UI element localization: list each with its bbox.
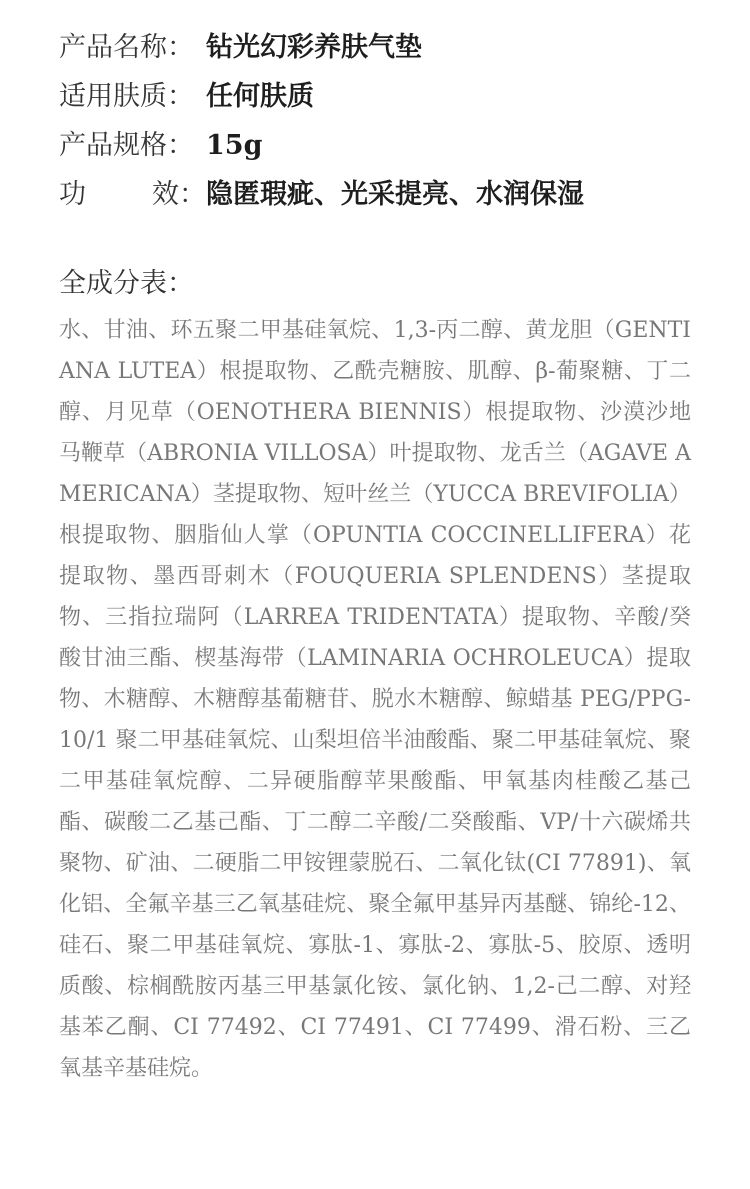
spec-row-product-name	[59, 26, 691, 75]
spec-label-effect	[59, 173, 206, 217]
spec-label-size: 产品规格：	[59, 130, 194, 161]
spec-label-product-name: 产品名称：	[59, 32, 194, 63]
spec-label-skin-type: 适用肤质：	[59, 81, 194, 112]
spec-value-size: 15g	[206, 130, 263, 161]
spec-row-skin-type	[59, 75, 691, 124]
spec-label-effect-part-a: 功	[59, 179, 86, 210]
spec-row-size	[59, 124, 691, 173]
spec-value-product-name: 钻光幻彩养肤气垫	[206, 32, 422, 63]
product-info-page	[59, 26, 691, 1089]
spec-value-effect: 隐匿瑕疵、光采提亮、水润保湿	[206, 179, 584, 210]
ingredients-heading: 全成分表：	[59, 268, 194, 299]
spec-label-effect-part-b: 效：	[152, 179, 206, 210]
spec-row-effect	[59, 173, 691, 222]
spec-value-skin-type: 任何肤质	[206, 81, 314, 112]
ingredients-list: 水、甘油、环五聚二甲基硅氧烷、1,3-丙二醇、黄龙胆（GENTIANA LUTEA）根提取物、乙酰壳糖胺、肌醇、β-葡聚糖、丁二醇、月见草（OENOTHERA BIENNIS）根提取物、沙漠沙地马鞭草（ABRONIA VILLOSA）叶提取物、龙舌兰（AGAVE AMERICANA）茎提取物、短叶丝兰（YUCCA BREVIFOLIA）根提取物、胭脂仙人掌（OPUNTIA COCCINELLIFERA）花提取物、墨西哥刺木（FOUQUERIA SPLENDENS）茎提取物、三指拉瑞阿（LARREA TRIDENTATA）提取物、辛酸/癸酸甘油三酯、楔基海带（LAMINARIA OCHROLEUCA）提取物、木糖醇、木糖醇基葡糖苷、脱水木糖醇、鲸蜡基 PEG/PPG-10/1 聚二甲基硅氧烷、山梨坦倍半油酸酯、聚二甲基硅氧烷、聚二甲基硅氧烷醇、二异硬脂醇苹果酸酯、甲氧基肉桂酸乙基己酯、碳酸二乙基己酯、丁二醇二辛酸/二癸酸酯、VP/十六碳烯共聚物、矿油、二硬脂二甲铵锂蒙脱石、二氧化钛(CI 77891)、氧化铝、全氟辛基三乙氧基硅烷、聚全氟甲基异丙基醚、锦纶-12、硅石、聚二甲基硅氧烷、寡肽-1、寡肽-2、寡肽-5、胶原、透明质酸、棕榈酰胺丙基三甲基氯化铵、氯化钠、1,2-己二醇、对羟基苯乙酮、CI 77492、CI 77491、CI 77499、滑石粉、三乙氧基辛基硅烷。	[59, 318, 691, 1081]
